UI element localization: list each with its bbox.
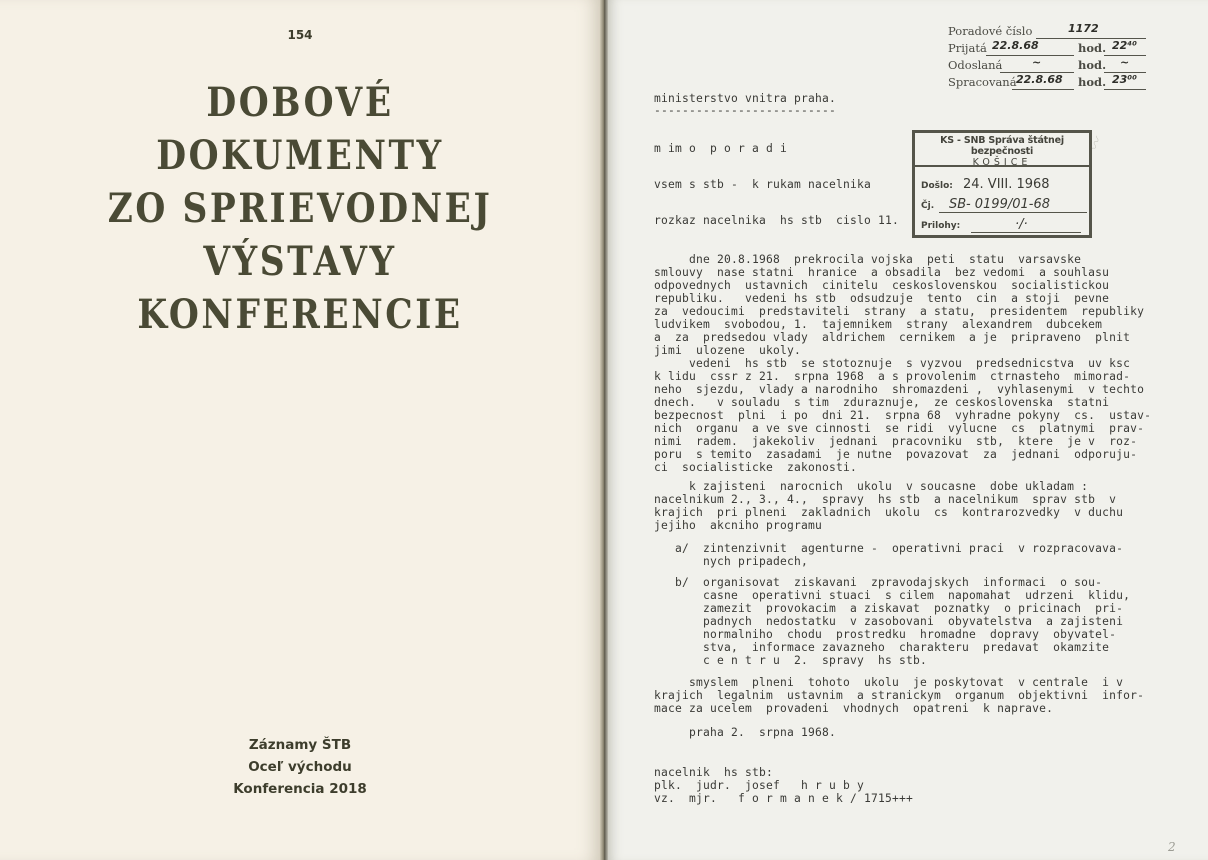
text-line: ludvikem svobodou, 1. tajemnikem strany alexandrem dubcekem bbox=[654, 318, 1103, 331]
page-number: 154 bbox=[287, 28, 313, 42]
title-line: DOKUMENTY bbox=[156, 132, 444, 179]
text-line: c e n t r u 2. spravy hs stb. bbox=[654, 654, 928, 667]
label: hod. bbox=[1078, 58, 1107, 72]
ministry-header: ministerstvo vnitra praha. bbox=[654, 92, 837, 105]
text-line: casne operativni stuaci s cilem napomahat udrzeni klidu, bbox=[654, 589, 1131, 602]
text-line: bezpecnost plni i po dni 21. srpna 68 vyhradne pokyny cs. ustav- bbox=[654, 409, 1152, 422]
signature-line: nacelnik hs stb: bbox=[654, 766, 774, 779]
rule bbox=[971, 232, 1081, 233]
received-stamp bbox=[912, 130, 1092, 238]
text-line: neho sjezdu, vlady a narodniho shromazdeni , vyhlasenymi v techto bbox=[654, 383, 1145, 396]
text-line: padnych nedostatku v zasobovani obyvatelstva a zajisteni bbox=[654, 615, 1124, 628]
stamp-row-cj bbox=[915, 195, 1089, 215]
handwritten-value: 22⁴⁰ bbox=[1112, 39, 1137, 52]
handwritten-value: 1172 bbox=[1068, 22, 1099, 35]
stamp-date: 24. VIII. 1968 bbox=[963, 177, 1050, 192]
text-line: a/ zintenzivnit agenturne - operativni praci v rozpracovava- bbox=[654, 542, 1124, 555]
text-line: vedeni hs stb se stotoznuje s vyzvou predsednicstva uv ksc bbox=[654, 357, 1131, 370]
text-line: nimi radem. jakekoliv jednani pracovniku stb, ktere je v roz- bbox=[654, 435, 1138, 448]
priority-line: m im o p o r a d i bbox=[654, 142, 788, 155]
text-line: jejiho akcniho programu bbox=[654, 519, 823, 532]
text-line: stva, informace zavazneho charakteru predavat okamzite bbox=[654, 641, 1110, 654]
reg-row-spracovana bbox=[948, 75, 1148, 92]
book-gutter bbox=[600, 0, 608, 860]
text-line: a za predsedou vlady aldrichem cernikem a je pripraveno plnit bbox=[654, 331, 1131, 344]
colophon-line: Konferencia 2018 bbox=[233, 781, 367, 797]
text-line: krajich pri plneni zakladnich ukolu cs kontrarozvedky v duchu bbox=[654, 506, 1124, 519]
colophon bbox=[0, 734, 600, 800]
handwritten-value: 23⁰⁰ bbox=[1112, 73, 1137, 86]
handwritten-value: ~ bbox=[1032, 56, 1042, 69]
stamp-row-doslo bbox=[915, 175, 1089, 195]
stamp-city: KOŠICE bbox=[972, 157, 1032, 168]
registration-form bbox=[948, 24, 1148, 92]
handwritten-reference: SB- 0199/01-68 bbox=[949, 197, 1051, 212]
title-line: ZO SPRIEVODNEJ bbox=[107, 185, 493, 232]
label: Prijatá bbox=[948, 41, 987, 55]
stamp-row-prilohy bbox=[915, 215, 1089, 235]
text-line: k zajisteni narocnich ukolu v soucasne dobe ukladam : bbox=[654, 480, 1089, 493]
section-title bbox=[0, 76, 600, 341]
label: Čj. bbox=[921, 201, 935, 211]
label: Poradové číslo bbox=[948, 24, 1033, 38]
text-line: zamezit provokacim a ziskavat poznatky o pricinach pri- bbox=[654, 602, 1124, 615]
text-line: b/ organisovat ziskavani zpravodajskych informaci o sou- bbox=[654, 576, 1103, 589]
colophon-line: Oceľ východu bbox=[248, 759, 352, 775]
label: hod. bbox=[1078, 75, 1107, 89]
left-page bbox=[0, 0, 600, 860]
text-line: dne 20.8.1968 prekrocila vojska peti statu varsavske bbox=[654, 253, 1082, 266]
label: Spracovaná bbox=[948, 75, 1017, 89]
title-line: KONFERENCIE bbox=[137, 291, 463, 338]
place-date: praha 2. srpna 1968. bbox=[654, 726, 837, 739]
title-line: DOBOVÉ bbox=[206, 79, 394, 126]
text-line: za vedoucimi predstaviteli strany a statu, presidentem republiky bbox=[654, 305, 1145, 318]
reg-row-prijata bbox=[948, 41, 1148, 58]
colophon-line: Záznamy ŠTB bbox=[248, 737, 352, 753]
text-line: normalniho chodu prostredku hromadne dopravy obyvatel- bbox=[654, 628, 1117, 641]
stamp-title: KS - SNB Správa štátnej bezpečnosti bbox=[940, 135, 1064, 157]
rule bbox=[986, 55, 1074, 56]
text-line: dnech. v souladu s tim zduraznuje, ze ceskoslovenska statni bbox=[654, 396, 1110, 409]
order-reference: rozkaz nacelnika hs stb cislo 11. bbox=[654, 214, 900, 227]
handwritten-value: 22.8.68 bbox=[1016, 73, 1063, 86]
handwritten-value: ~ bbox=[1120, 56, 1130, 69]
pencil-annotation: 〰 bbox=[1086, 135, 1107, 155]
text-line: nych pripadech, bbox=[654, 555, 809, 568]
stamp-header bbox=[915, 135, 1089, 167]
right-page-document bbox=[608, 0, 1208, 860]
text-line: republiku. vedeni hs stb odsudzuje tento cin a stoji pevne bbox=[654, 292, 1110, 305]
label: Odoslaná bbox=[948, 58, 1003, 72]
label: hod. bbox=[1078, 41, 1107, 55]
ministry-underline: -------------------------- bbox=[654, 104, 837, 117]
label: Prilohy: bbox=[921, 221, 961, 231]
text-line: odpovednych ustavnich cinitelu ceskoslovenskou socialistickou bbox=[654, 279, 1110, 292]
signature-line: vz. mjr. f o r m a n e k / 1715+++ bbox=[654, 792, 914, 805]
label: Došlo: bbox=[921, 181, 953, 191]
handwritten-value: ·/· bbox=[1015, 217, 1028, 232]
pencil-page-mark: 2 bbox=[1168, 840, 1176, 854]
text-line: poru s temito zasadami je nutne povazovat za jednani odporuju- bbox=[654, 448, 1138, 461]
rule bbox=[939, 212, 1087, 213]
signature-line: plk. judr. josef h r u b y bbox=[654, 779, 865, 792]
text-line: smyslem plneni tohoto ukolu je poskytovat v centrale i v bbox=[654, 676, 1124, 689]
text-line: ci socialisticke zakonosti. bbox=[654, 461, 858, 474]
rule bbox=[1104, 89, 1146, 90]
title-line: VÝSTAVY bbox=[203, 238, 397, 285]
text-line: krajich legalnim ustavnim a stranickym organum objektivni infor- bbox=[654, 689, 1145, 702]
text-line: smlouvy nase statni hranice a obsadila bez vedomi a souhlasu bbox=[654, 266, 1110, 279]
text-line: nacelnikum 2., 3., 4., spravy hs stb a nacelnikum sprav stb v bbox=[654, 493, 1117, 506]
text-line: nich organu a ve sve cinnosti se ridi vylucne cs platnymi prav- bbox=[654, 422, 1145, 435]
rule bbox=[1012, 89, 1074, 90]
handwritten-value: 22.8.68 bbox=[992, 39, 1039, 52]
addressee-line: vsem s stb - k rukam nacelnika bbox=[654, 178, 872, 191]
text-line: k lidu cssr z 21. srpna 1968 a s provolenim ctrnasteho mimorad- bbox=[654, 370, 1131, 383]
text-line: jimi ulozene ukoly. bbox=[654, 344, 802, 357]
text-line: mace za ucelem provadeni vhodnych opatreni k naprave. bbox=[654, 702, 1054, 715]
